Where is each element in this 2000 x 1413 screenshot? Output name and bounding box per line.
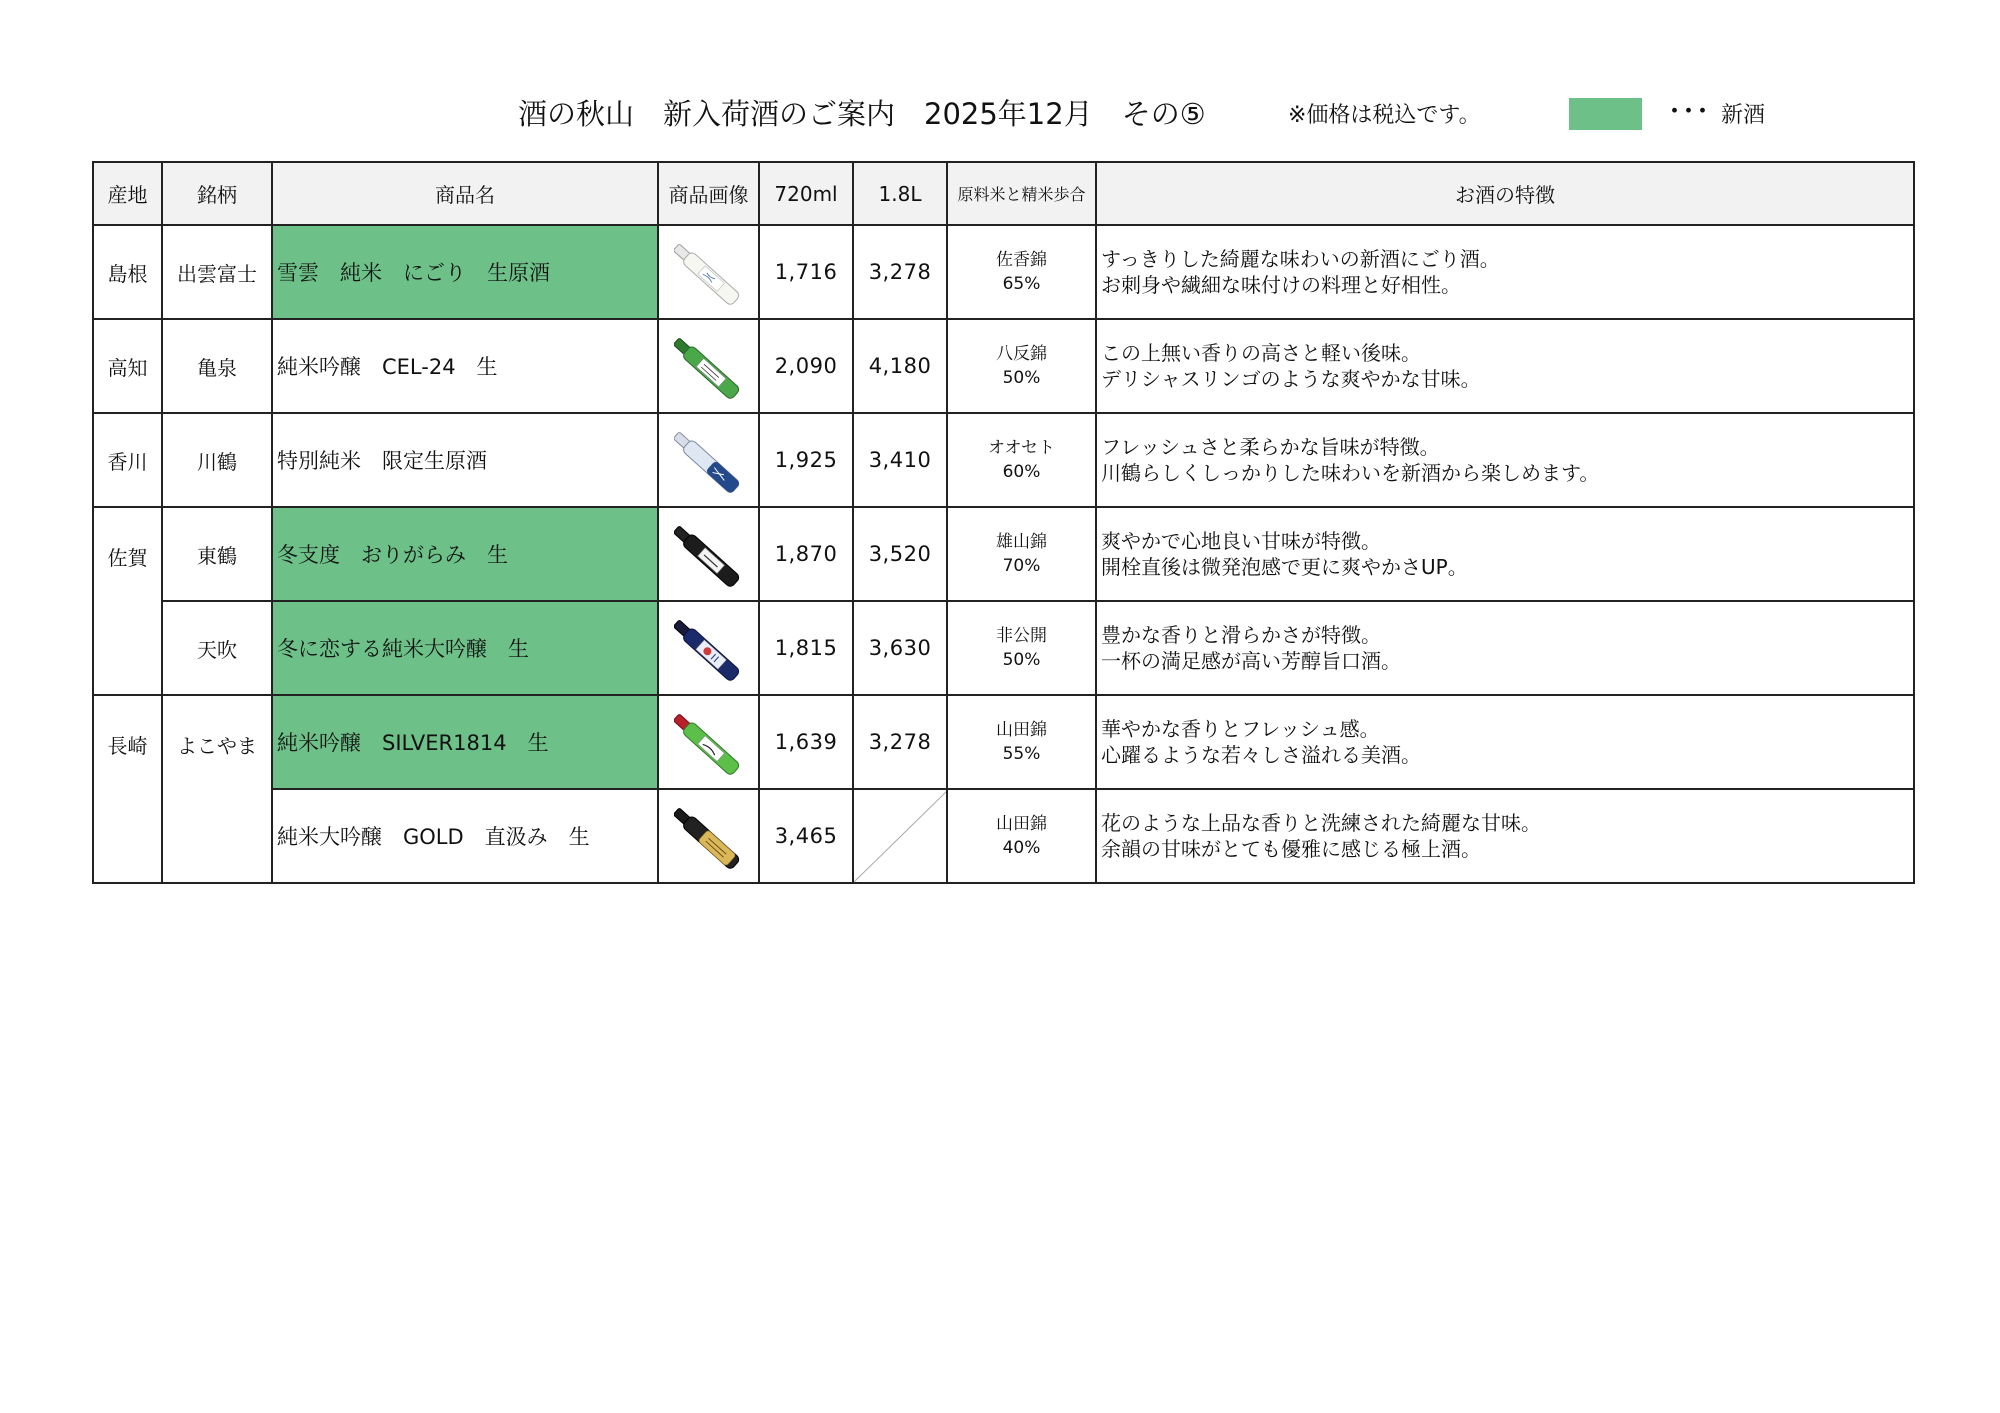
- feature-line-1: フレッシュさと柔らかな旨味が特徴。: [1101, 435, 1440, 459]
- col-header-brand: 銘柄: [162, 162, 272, 225]
- brand-cell: 出雲富士: [162, 225, 272, 319]
- feature-cell: [1096, 225, 1914, 319]
- col-header-18l: 1.8L: [853, 162, 947, 225]
- price-18-cell: 3,410: [853, 413, 947, 507]
- region-cell: 佐賀: [93, 507, 162, 695]
- feature-line-2: 余韻の甘味がとても優雅に感じる極上酒。: [1101, 837, 1481, 861]
- region-cell: 香川: [93, 413, 162, 507]
- polish-ratio: 40%: [1002, 838, 1041, 858]
- feature-cell: [1096, 319, 1914, 413]
- table-row: [93, 319, 1914, 413]
- rice-name: 佐香錦: [996, 250, 1047, 270]
- rice-name: オオセト: [988, 438, 1055, 458]
- product-name-cell: 純米吟醸 CEL-24 生: [272, 319, 658, 413]
- feature-line-1: 華やかな香りとフレッシュ感。: [1101, 717, 1380, 741]
- price-18-cell-empty: [853, 789, 947, 883]
- rice-name: 非公開: [996, 626, 1047, 646]
- brand-cell: 川鶴: [162, 413, 272, 507]
- feature-line-2: お刺身や繊細な味付けの料理と好相性。: [1101, 273, 1461, 297]
- feature-line-2: 一杯の満足感が高い芳醇旨口酒。: [1101, 649, 1401, 673]
- polish-ratio: 55%: [1002, 744, 1041, 764]
- rice-cell: [947, 225, 1096, 319]
- rice-name: 山田錦: [996, 720, 1047, 740]
- product-image-cell: [658, 695, 759, 789]
- table-row: [93, 507, 1914, 601]
- rice-cell: [947, 695, 1096, 789]
- polish-ratio: 50%: [1002, 368, 1041, 388]
- table-row: [93, 601, 1914, 695]
- product-name-cell: 純米吟醸 SILVER1814 生: [272, 695, 658, 789]
- col-header-720ml: 720ml: [759, 162, 853, 225]
- polish-ratio: 60%: [1002, 462, 1041, 482]
- feature-line-2: デリシャスリンゴのような爽やかな甘味。: [1101, 367, 1481, 391]
- feature-line-2: 開栓直後は微発泡感で更に爽やかさUP。: [1101, 555, 1468, 579]
- rice-cell: [947, 789, 1096, 883]
- price-720-cell: 1,925: [759, 413, 853, 507]
- feature-cell: [1096, 789, 1914, 883]
- price-720-cell: 1,870: [759, 507, 853, 601]
- polish-ratio: 65%: [1002, 274, 1041, 294]
- feature-cell: [1096, 601, 1914, 695]
- tax-note: ※価格は税込です。: [1288, 103, 1481, 128]
- product-image-cell: [658, 225, 759, 319]
- legend-dots: ･･･: [1668, 97, 1711, 127]
- price-720-cell: 2,090: [759, 319, 853, 413]
- feature-cell: [1096, 413, 1914, 507]
- rice-cell: [947, 413, 1096, 507]
- table-row: [93, 225, 1914, 319]
- region-cell: 島根: [93, 225, 162, 319]
- price-18-cell: 3,520: [853, 507, 947, 601]
- feature-line-2: 川鶴らしくしっかりした味わいを新酒から楽しめます。: [1101, 461, 1600, 485]
- bottle-image: [674, 511, 744, 597]
- rice-cell: [947, 319, 1096, 413]
- brand-cell: 天吹: [162, 601, 272, 695]
- feature-line-1: 花のような上品な香りと洗練された綺麗な甘味。: [1101, 811, 1541, 835]
- feature-line-1: この上無い香りの高さと軽い後味。: [1101, 341, 1421, 365]
- product-name-cell: 純米大吟醸 GOLD 直汲み 生: [272, 789, 658, 883]
- price-720-cell: 1,639: [759, 695, 853, 789]
- page-title: 酒の秋山 新入荷酒のご案内 2025年12月 その⑤: [518, 97, 1206, 131]
- rice-cell: [947, 507, 1096, 601]
- price-720-cell: 1,815: [759, 601, 853, 695]
- bottle-image: [674, 323, 744, 409]
- feature-cell: [1096, 507, 1914, 601]
- col-header-image: 商品画像: [658, 162, 759, 225]
- legend-swatch: [1569, 98, 1642, 130]
- table-row: [93, 413, 1914, 507]
- product-name-cell: 雪雲 純米 にごり 生原酒: [272, 225, 658, 319]
- col-header-name: 商品名: [272, 162, 658, 225]
- product-name-cell: 冬支度 おりがらみ 生: [272, 507, 658, 601]
- feature-line-1: 豊かな香りと滑らかさが特徴。: [1101, 623, 1381, 647]
- feature-line-1: すっきりした綺麗な味わいの新酒にごり酒。: [1101, 247, 1500, 271]
- page-header: [0, 92, 2000, 136]
- brand-cell: 東鶴: [162, 507, 272, 601]
- polish-ratio: 50%: [1002, 650, 1041, 670]
- product-image-cell: [658, 507, 759, 601]
- price-18-cell: 3,630: [853, 601, 947, 695]
- price-720-cell: 1,716: [759, 225, 853, 319]
- feature-line-1: 爽やかで心地良い甘味が特徴。: [1101, 529, 1381, 553]
- col-header-rice: 原料米と精米歩合: [947, 162, 1096, 225]
- product-image-cell: [658, 601, 759, 695]
- table-row: [93, 789, 1914, 883]
- product-name-cell: 冬に恋する純米大吟醸 生: [272, 601, 658, 695]
- rice-name: 八反錦: [996, 344, 1047, 364]
- bottle-image: [674, 605, 744, 691]
- legend-label: 新酒: [1721, 103, 1766, 128]
- bottle-image: [674, 699, 744, 785]
- bottle-image: [674, 417, 744, 503]
- brand-cell: 亀泉: [162, 319, 272, 413]
- region-cell: 高知: [93, 319, 162, 413]
- price-18-cell: 4,180: [853, 319, 947, 413]
- product-image-cell: [658, 789, 759, 883]
- product-image-cell: [658, 319, 759, 413]
- col-header-region: 産地: [93, 162, 162, 225]
- bottle-image: [674, 229, 744, 315]
- rice-name: 雄山錦: [996, 532, 1047, 552]
- col-header-feature: お酒の特徴: [1096, 162, 1914, 225]
- table-header-row: [93, 162, 1914, 225]
- feature-cell: [1096, 695, 1914, 789]
- table-row: [93, 695, 1914, 789]
- rice-name: 山田錦: [996, 814, 1047, 834]
- region-cell: 長崎: [93, 695, 162, 883]
- brand-cell: よこやま: [162, 695, 272, 883]
- product-name-cell: 特別純米 限定生原酒: [272, 413, 658, 507]
- price-18-cell: 3,278: [853, 695, 947, 789]
- product-image-cell: [658, 413, 759, 507]
- feature-line-2: 心躍るような若々しさ溢れる美酒。: [1101, 743, 1421, 767]
- bottle-image: [674, 793, 744, 879]
- rice-cell: [947, 601, 1096, 695]
- price-720-cell: 3,465: [759, 789, 853, 883]
- diagonal-strike: [854, 790, 947, 882]
- polish-ratio: 70%: [1002, 556, 1041, 576]
- sake-table: [92, 161, 1915, 884]
- price-18-cell: 3,278: [853, 225, 947, 319]
